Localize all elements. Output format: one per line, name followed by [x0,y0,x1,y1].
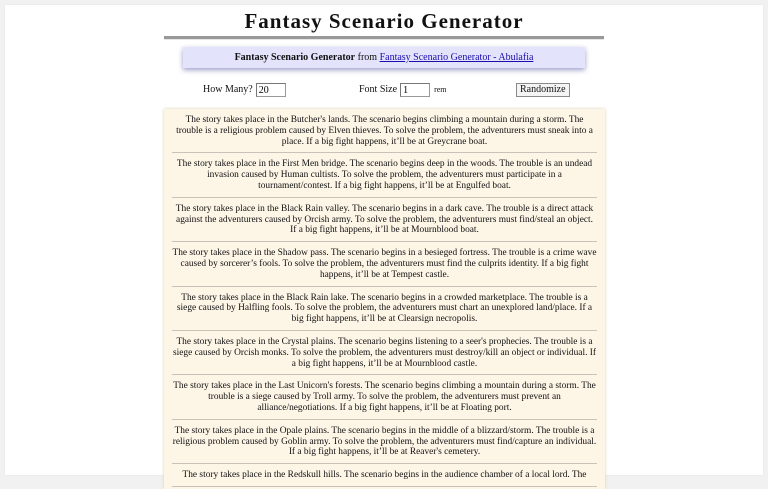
controls-bar [5,83,763,103]
scenario-item: The story takes place in the Last Unicorn's forests. The scenario begins climbing a mountain during a storm. The trouble is a siege caused by Troll army. To solve the problem, the adventurers must prevent an alliance/negotiations. If a big fight happens, it’ll be at Floating port. [172,375,597,419]
scenario-item: The story takes place in the First Men bridge. The scenario begins deep in the woods. The trouble is an undead invasion caused by Human cultists. To solve the problem, the adventurers must participate in a tournament/contest. If a big fight happens, it’ll be at Engulfed boat. [172,153,597,197]
scenario-item: The story takes place in the Black Rain lake. The scenario begins in a crowded marketplace. The trouble is a siege caused by Halfling fools. To solve the problem, the adventurers must chart an unexplored land/place. If a big fight happens, it’ll be at Clearsign necropolis. [172,287,597,331]
title-divider-shadow [164,39,604,40]
scenario-item: The story takes place in the Crystal plains. The scenario begins listening to a seer's prophecies. The trouble is a siege caused by Orcish monks. To solve the problem, the adventurers must destroy/kill an object or individual. If a big fight happens, it’ll be at Mournblood castle. [172,331,597,375]
page-title: Fantasy Scenario Generator [244,9,524,33]
font-size-input[interactable] [400,83,430,97]
attribution-banner [183,47,585,68]
attribution-title: Fantasy Scenario Generator [234,52,356,63]
scenario-item: The story takes place in the Butcher's lands. The scenario begins climbing a mountain during a storm. The trouble is a religious problem caused by Elven thieves. To solve the problem, the adventurers must sneak into a place. If a big fight happens, it’ll be at Greycrane boat. [172,109,597,153]
scenario-item: The story takes place in the Shadow pass. The scenario begins in a besieged fortress. The trouble is a crime wave caused by sorcerer’s fools. To solve the problem, the adventurers must find the culprits identity. If a big fight happens, it’ll be at Tempest castle. [172,242,597,286]
page [5,5,763,481]
scenario-item: The story takes place in the Opale plains. The scenario begins in the middle of a blizzard/storm. The trouble is a religious problem caused by Goblin army. To solve the problem, the adventurers must find/capture an individual. If a big fight happens, it’ll be at Reaver's cemetery. [172,420,597,464]
scenario-item: The story takes place in the Redskull hills. The scenario begins in the audience chamber of a local lord. The [172,464,597,487]
attribution-link[interactable]: Fantasy Scenario Generator - Abulafia [379,52,534,63]
how-many-input[interactable] [256,83,286,97]
attribution-from: from [355,52,380,63]
how-many-control [203,83,286,97]
font-size-unit: rem [434,85,447,94]
scenario-list [164,109,605,489]
font-size-control [359,83,447,97]
randomize-button[interactable]: Randomize [516,83,570,97]
how-many-label: How Many? [203,84,253,95]
font-size-label: Font Size [359,84,398,95]
scenario-item: The story takes place in the Black Rain valley. The scenario begins in a dark cave. The trouble is a direct attack against the adventurers caused by Orcish army. To solve the problem, the adventurers must find/steal an object. If a big fight happens, it’ll be at Mournblood boat. [172,198,597,242]
